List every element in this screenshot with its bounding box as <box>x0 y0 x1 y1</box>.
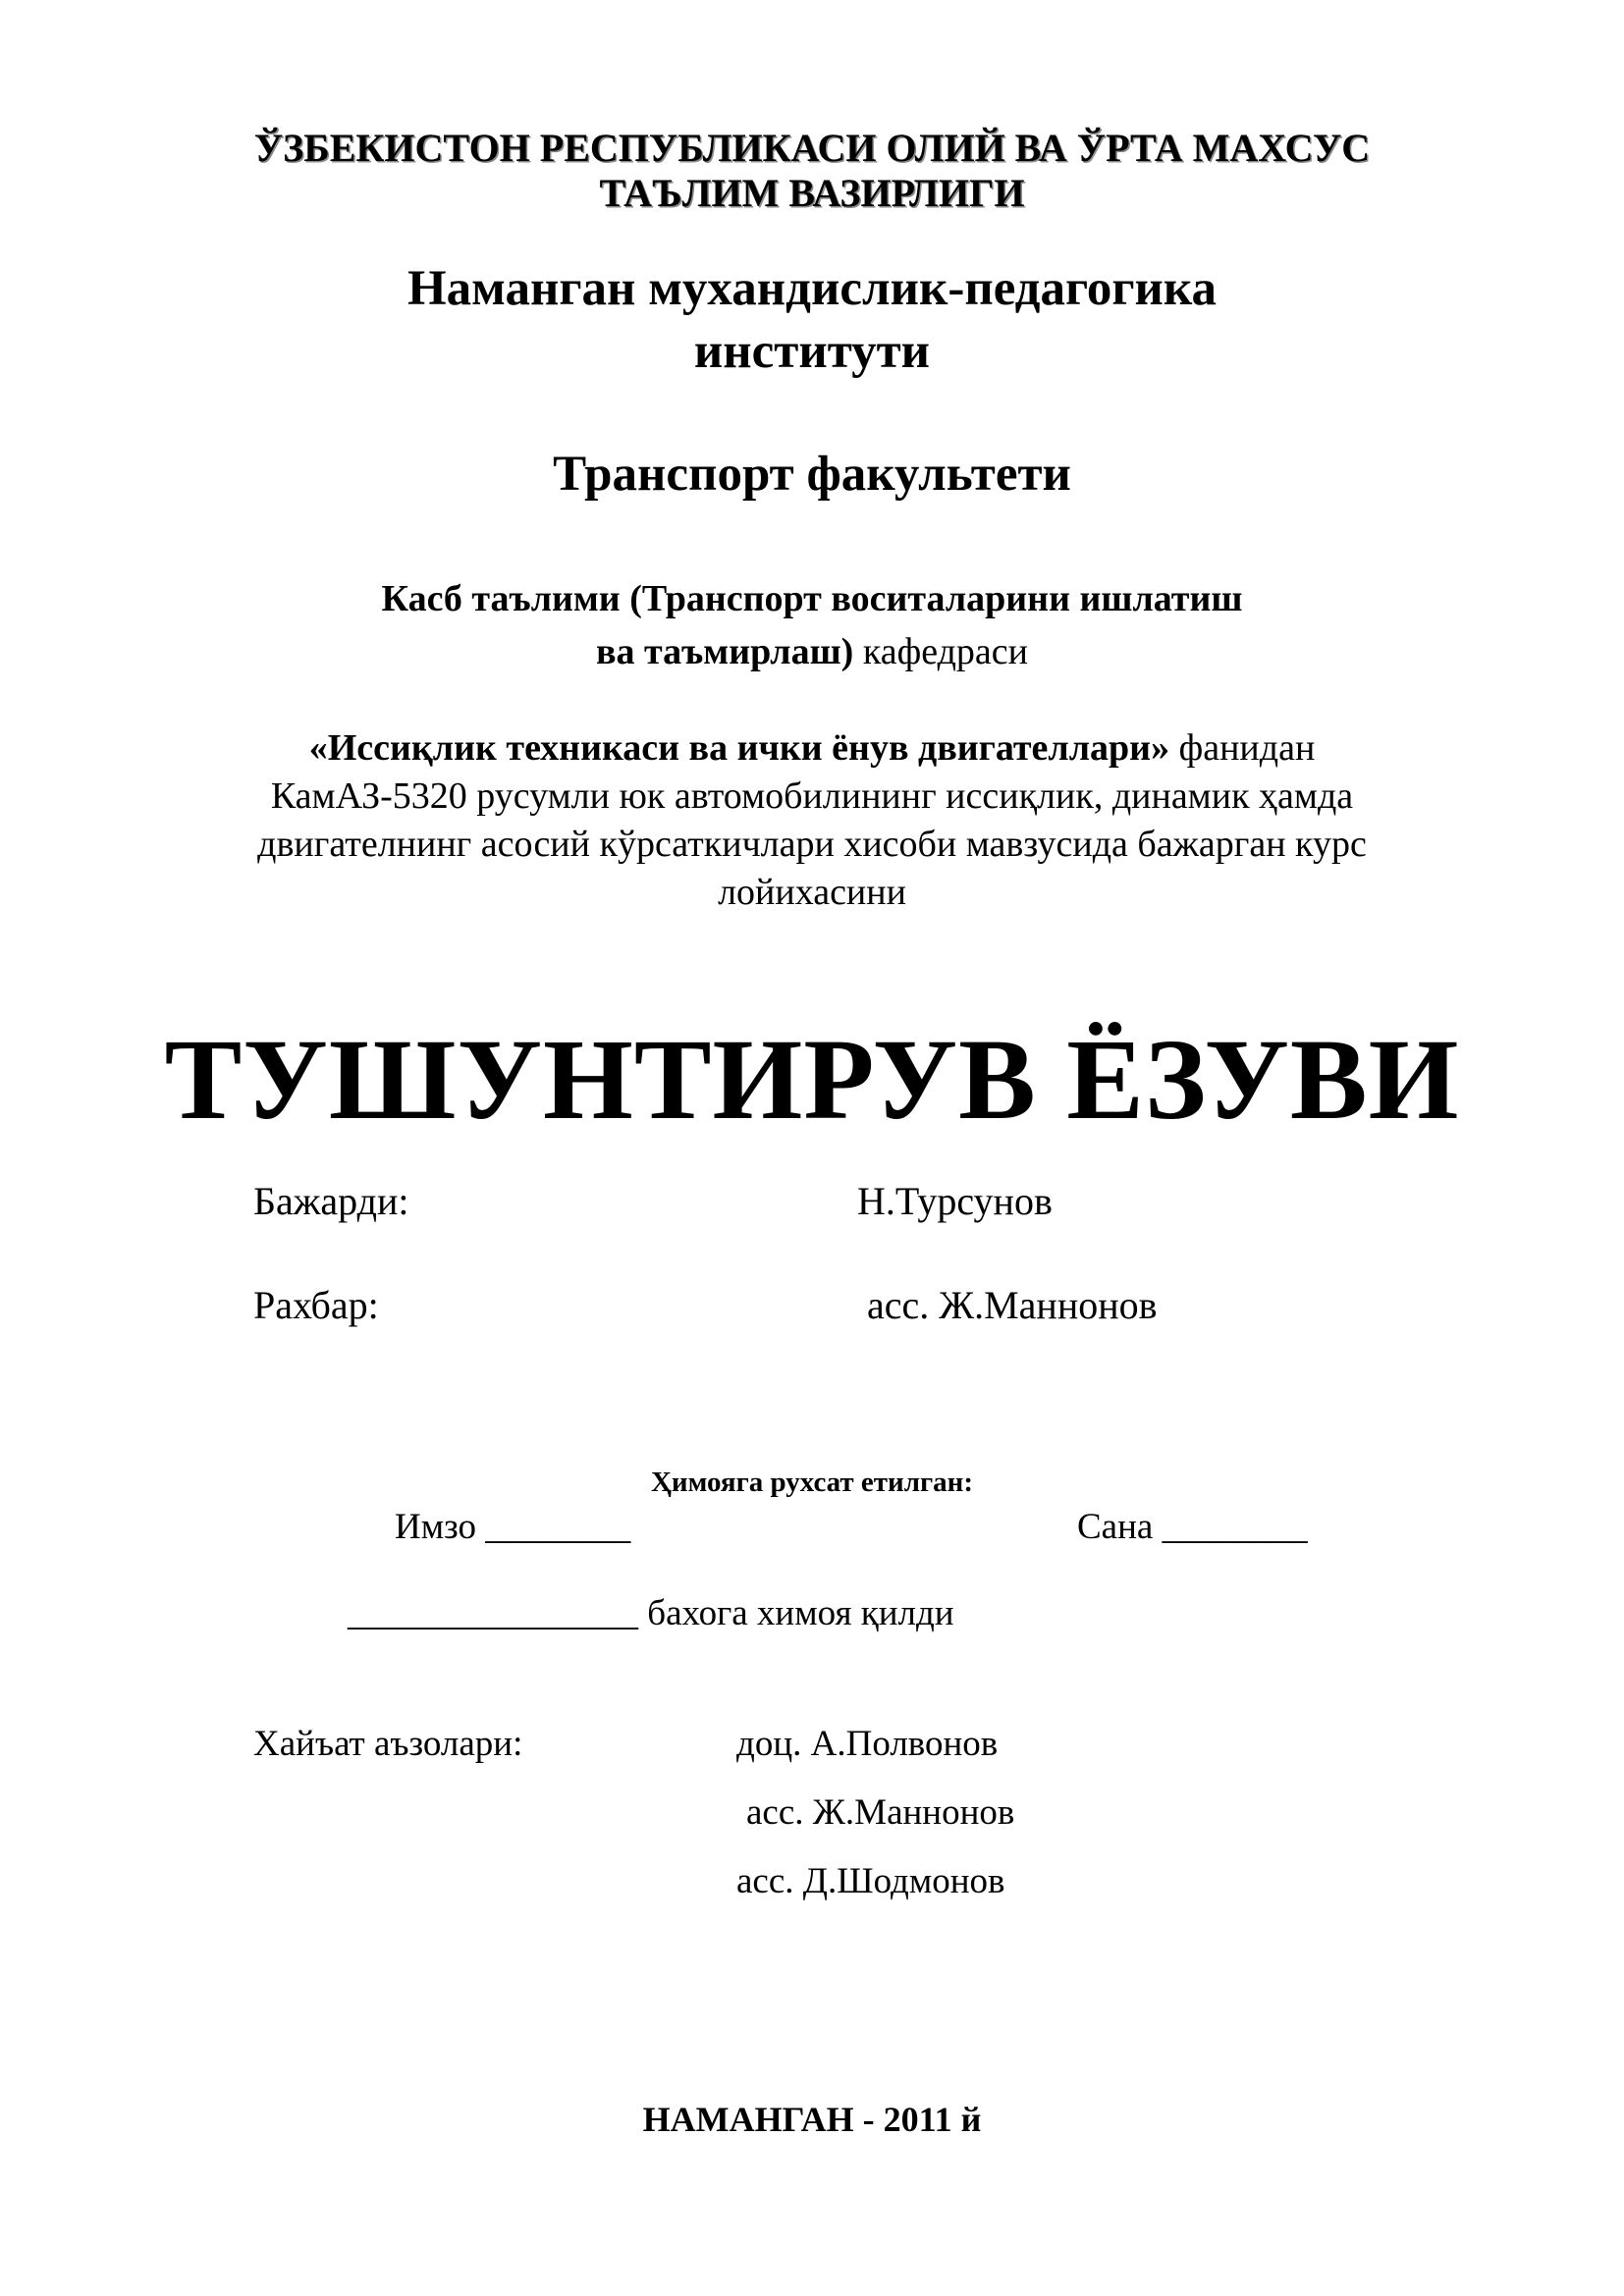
supervisor-name: асс. Ж.Маннонов <box>867 1283 1158 1327</box>
subject-line-1 <box>0 724 1624 773</box>
faculty-name: Транспорт факультети <box>553 447 1071 502</box>
subject-line-4: лойихасини <box>718 872 906 913</box>
department-line-1-bold: Касб таълими (Транспорт воситаларини ишлатиш <box>381 578 1243 619</box>
department-line-1 <box>0 572 1624 625</box>
ministry-line-1: ЎЗБЕКИСТОН РЕСПУБЛИКАСИ ОЛИЙ ВА ЎРТА МАХСУС <box>253 126 1371 170</box>
department-line-2-rest: кафедраси <box>853 631 1028 672</box>
committee-label: Хайъат аъзолари: <box>253 1724 523 1764</box>
subject-line-3: двигателнинг асосий кўрсаткичлари хисоби мавзусида бажарган курс <box>257 824 1367 865</box>
committee-member: асс. Д.Шодмонов <box>736 1861 1005 1901</box>
ministry-line-2: ТАЪЛИМ ВАЗИРЛИГИ <box>599 171 1025 215</box>
defense-heading: Ҳимояга рухсат етилган: <box>650 1467 974 1498</box>
department-line-2 <box>0 625 1624 678</box>
date-field: Сана ________ <box>1077 1507 1308 1547</box>
supervisor-label: Рахбар: <box>253 1283 379 1327</box>
subject-line-2: КамАЗ-5320 русумли юк автомобилининг иссиқлик, динамик ҳамда <box>270 775 1354 817</box>
department-line-2-bold: ва таъмирлаш) <box>596 631 854 672</box>
document-title: ТУШУНТИРУВ ЁЗУВИ <box>164 1015 1460 1144</box>
institute-line-2: институти <box>693 324 931 379</box>
grade-line: ________________ бахога химоя қилди <box>348 1593 954 1633</box>
signature-field: Имзо ________ <box>395 1507 631 1547</box>
footer-city-year: НАМАНГАН - 2011 й <box>642 2100 982 2139</box>
performer-label: Бажарди: <box>253 1179 409 1223</box>
subject-line-1-rest: фанидан <box>1169 727 1316 769</box>
committee-member: асс. Ж.Маннонов <box>746 1792 1015 1833</box>
subject-name: «Иссиқлик техникаси ва ички ёнув двигателлари» <box>308 727 1170 769</box>
committee-member: доц. А.Полвонов <box>736 1724 999 1764</box>
performer-name: Н.Турсунов <box>857 1179 1053 1223</box>
institute-line-1: Наманган мухандислик-педагогика <box>406 261 1218 316</box>
